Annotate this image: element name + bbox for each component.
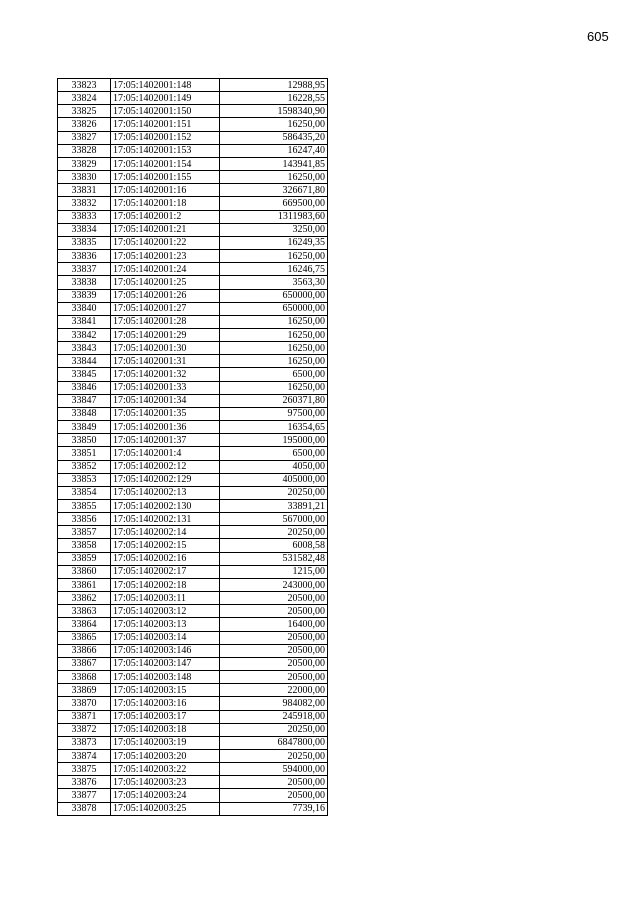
row-number-cell: 33859 <box>58 552 111 565</box>
cadastral-number-cell: 17:05:1402002:15 <box>111 539 220 552</box>
row-number-cell: 33845 <box>58 368 111 381</box>
cadastral-value-cell: 20500,00 <box>220 592 328 605</box>
row-number-cell: 33844 <box>58 355 111 368</box>
cadastral-value-cell: 20500,00 <box>220 671 328 684</box>
cadastral-value-cell: 16249,35 <box>220 236 328 249</box>
cadastral-value-cell: 16250,00 <box>220 342 328 355</box>
row-number-cell: 33849 <box>58 421 111 434</box>
table-row <box>58 578 328 591</box>
table-row <box>58 736 328 749</box>
cadastral-value-cell: 650000,00 <box>220 302 328 315</box>
cadastral-value-cell: 20250,00 <box>220 526 328 539</box>
row-number-cell: 33826 <box>58 118 111 131</box>
row-number-cell: 33862 <box>58 592 111 605</box>
cadastral-number-cell: 17:05:1402003:146 <box>111 644 220 657</box>
table-row <box>58 421 328 434</box>
cadastral-value-cell: 669500,00 <box>220 197 328 210</box>
row-number-cell: 33863 <box>58 605 111 618</box>
cadastral-number-cell: 17:05:1402003:11 <box>111 592 220 605</box>
table-row <box>58 592 328 605</box>
table-row <box>58 605 328 618</box>
cadastral-value-cell: 6008,58 <box>220 539 328 552</box>
row-number-cell: 33839 <box>58 289 111 302</box>
cadastral-number-cell: 17:05:1402001:32 <box>111 368 220 381</box>
table-row <box>58 223 328 236</box>
cadastral-number-cell: 17:05:1402001:30 <box>111 342 220 355</box>
row-number-cell: 33846 <box>58 381 111 394</box>
cadastral-value-cell: 984082,00 <box>220 697 328 710</box>
cadastral-value-cell: 20500,00 <box>220 644 328 657</box>
table-row <box>58 473 328 486</box>
table-row <box>58 302 328 315</box>
cadastral-number-cell: 17:05:1402001:148 <box>111 79 220 92</box>
cadastral-value-cell: 16250,00 <box>220 171 328 184</box>
cadastral-value-cell: 195000,00 <box>220 434 328 447</box>
table-row <box>58 552 328 565</box>
cadastral-value-cell: 6500,00 <box>220 368 328 381</box>
cadastral-number-cell: 17:05:1402001:2 <box>111 210 220 223</box>
row-number-cell: 33870 <box>58 697 111 710</box>
row-number-cell: 33878 <box>58 802 111 815</box>
row-number-cell: 33851 <box>58 447 111 460</box>
cadastral-value-cell: 16228,55 <box>220 92 328 105</box>
row-number-cell: 33872 <box>58 723 111 736</box>
cadastral-number-cell: 17:05:1402003:17 <box>111 710 220 723</box>
table-row <box>58 697 328 710</box>
row-number-cell: 33874 <box>58 749 111 762</box>
cadastral-value-cell: 531582,48 <box>220 552 328 565</box>
row-number-cell: 33841 <box>58 315 111 328</box>
cadastral-value-cell: 1311983,60 <box>220 210 328 223</box>
cadastral-value-cell: 6500,00 <box>220 447 328 460</box>
row-number-cell: 33856 <box>58 513 111 526</box>
table-row <box>58 447 328 460</box>
table-row <box>58 684 328 697</box>
cadastral-value-cell: 4050,00 <box>220 460 328 473</box>
cadastral-value-cell: 16354,65 <box>220 421 328 434</box>
table-row <box>58 513 328 526</box>
cadastral-value-cell: 20250,00 <box>220 723 328 736</box>
cadastral-value-cell: 6847800,00 <box>220 736 328 749</box>
row-number-cell: 33825 <box>58 105 111 118</box>
row-number-cell: 33834 <box>58 223 111 236</box>
row-number-cell: 33871 <box>58 710 111 723</box>
cadastral-value-cell: 7739,16 <box>220 802 328 815</box>
cadastral-number-cell: 17:05:1402002:12 <box>111 460 220 473</box>
cadastral-value-cell: 33891,21 <box>220 500 328 513</box>
table-row <box>58 236 328 249</box>
table-row <box>58 539 328 552</box>
cadastral-number-cell: 17:05:1402003:148 <box>111 671 220 684</box>
cadastral-value-cell: 243000,00 <box>220 578 328 591</box>
table-row <box>58 723 328 736</box>
table-row <box>58 500 328 513</box>
cadastral-number-cell: 17:05:1402003:15 <box>111 684 220 697</box>
row-number-cell: 33824 <box>58 92 111 105</box>
cadastral-number-cell: 17:05:1402001:16 <box>111 184 220 197</box>
cadastral-value-cell: 16250,00 <box>220 381 328 394</box>
cadastral-value-cell: 20500,00 <box>220 631 328 644</box>
cadastral-value-cell: 20500,00 <box>220 657 328 670</box>
table-row <box>58 618 328 631</box>
cadastral-value-cell: 20500,00 <box>220 605 328 618</box>
cadastral-value-cell: 12988,95 <box>220 79 328 92</box>
row-number-cell: 33848 <box>58 407 111 420</box>
cadastral-number-cell: 17:05:1402003:18 <box>111 723 220 736</box>
table-row <box>58 355 328 368</box>
row-number-cell: 33864 <box>58 618 111 631</box>
row-number-cell: 33840 <box>58 302 111 315</box>
cadastral-number-cell: 17:05:1402001:4 <box>111 447 220 460</box>
row-number-cell: 33842 <box>58 328 111 341</box>
cadastral-number-cell: 17:05:1402002:17 <box>111 565 220 578</box>
cadastral-value-cell: 16250,00 <box>220 118 328 131</box>
table-row <box>58 144 328 157</box>
cadastral-value-cell: 20500,00 <box>220 789 328 802</box>
row-number-cell: 33852 <box>58 460 111 473</box>
table-row <box>58 486 328 499</box>
row-number-cell: 33875 <box>58 763 111 776</box>
cadastral-value-cell: 326671,80 <box>220 184 328 197</box>
table-row <box>58 105 328 118</box>
table-row <box>58 460 328 473</box>
cadastral-number-cell: 17:05:1402001:29 <box>111 328 220 341</box>
table-row <box>58 789 328 802</box>
table-row <box>58 763 328 776</box>
cadastral-number-cell: 17:05:1402002:13 <box>111 486 220 499</box>
table-row <box>58 381 328 394</box>
cadastral-number-cell: 17:05:1402003:16 <box>111 697 220 710</box>
table-row <box>58 776 328 789</box>
table-row <box>58 210 328 223</box>
cadastral-number-cell: 17:05:1402003:20 <box>111 749 220 762</box>
table-row <box>58 671 328 684</box>
row-number-cell: 33827 <box>58 131 111 144</box>
cadastral-value-cell: 594000,00 <box>220 763 328 776</box>
cadastral-number-cell: 17:05:1402003:22 <box>111 763 220 776</box>
cadastral-value-cell: 143941,85 <box>220 157 328 170</box>
cadastral-number-cell: 17:05:1402001:24 <box>111 263 220 276</box>
row-number-cell: 33869 <box>58 684 111 697</box>
cadastral-number-cell: 17:05:1402001:149 <box>111 92 220 105</box>
row-number-cell: 33835 <box>58 236 111 249</box>
row-number-cell: 33867 <box>58 657 111 670</box>
cadastral-value-cell: 3250,00 <box>220 223 328 236</box>
cadastral-value-cell: 22000,00 <box>220 684 328 697</box>
cadastral-number-cell: 17:05:1402001:26 <box>111 289 220 302</box>
row-number-cell: 33831 <box>58 184 111 197</box>
row-number-cell: 33833 <box>58 210 111 223</box>
cadastral-number-cell: 17:05:1402001:27 <box>111 302 220 315</box>
cadastral-number-cell: 17:05:1402001:36 <box>111 421 220 434</box>
table-row <box>58 434 328 447</box>
cadastral-value-cell: 16250,00 <box>220 355 328 368</box>
page-number: 605 <box>587 29 609 44</box>
table-row <box>58 131 328 144</box>
table-row <box>58 631 328 644</box>
cadastral-number-cell: 17:05:1402001:28 <box>111 315 220 328</box>
cadastral-value-cell: 650000,00 <box>220 289 328 302</box>
cadastral-number-cell: 17:05:1402003:13 <box>111 618 220 631</box>
table-row <box>58 250 328 263</box>
cadastral-number-cell: 17:05:1402003:19 <box>111 736 220 749</box>
row-number-cell: 33876 <box>58 776 111 789</box>
cadastral-number-cell: 17:05:1402003:14 <box>111 631 220 644</box>
row-number-cell: 33858 <box>58 539 111 552</box>
table-row <box>58 171 328 184</box>
cadastral-value-cell: 567000,00 <box>220 513 328 526</box>
row-number-cell: 33823 <box>58 79 111 92</box>
table-row <box>58 526 328 539</box>
cadastral-number-cell: 17:05:1402001:31 <box>111 355 220 368</box>
cadastral-value-cell: 16250,00 <box>220 250 328 263</box>
cadastral-number-cell: 17:05:1402001:35 <box>111 407 220 420</box>
table-row <box>58 644 328 657</box>
table-row <box>58 657 328 670</box>
table-row <box>58 92 328 105</box>
table-row <box>58 368 328 381</box>
cadastral-value-cell: 20500,00 <box>220 776 328 789</box>
row-number-cell: 33854 <box>58 486 111 499</box>
table-row <box>58 565 328 578</box>
cadastral-number-cell: 17:05:1402002:18 <box>111 578 220 591</box>
table-row <box>58 118 328 131</box>
table-row <box>58 289 328 302</box>
cadastral-value-cell: 260371,80 <box>220 394 328 407</box>
cadastral-value-cell: 245918,00 <box>220 710 328 723</box>
cadastral-number-cell: 17:05:1402002:14 <box>111 526 220 539</box>
cadastral-number-cell: 17:05:1402002:131 <box>111 513 220 526</box>
row-number-cell: 33868 <box>58 671 111 684</box>
row-number-cell: 33832 <box>58 197 111 210</box>
row-number-cell: 33843 <box>58 342 111 355</box>
cadastral-number-cell: 17:05:1402001:153 <box>111 144 220 157</box>
cadastral-value-cell: 1598340,90 <box>220 105 328 118</box>
cadastral-number-cell: 17:05:1402003:12 <box>111 605 220 618</box>
cadastral-number-cell: 17:05:1402002:16 <box>111 552 220 565</box>
table-row <box>58 157 328 170</box>
table-row <box>58 79 328 92</box>
cadastral-value-cell: 16400,00 <box>220 618 328 631</box>
row-number-cell: 33857 <box>58 526 111 539</box>
row-number-cell: 33873 <box>58 736 111 749</box>
table-row <box>58 407 328 420</box>
table-row <box>58 276 328 289</box>
cadastral-number-cell: 17:05:1402001:33 <box>111 381 220 394</box>
row-number-cell: 33861 <box>58 578 111 591</box>
cadastral-number-cell: 17:05:1402001:18 <box>111 197 220 210</box>
table-row <box>58 342 328 355</box>
cadastral-value-cell: 3563,30 <box>220 276 328 289</box>
row-number-cell: 33855 <box>58 500 111 513</box>
row-number-cell: 33829 <box>58 157 111 170</box>
cadastral-number-cell: 17:05:1402001:34 <box>111 394 220 407</box>
cadastral-number-cell: 17:05:1402002:130 <box>111 500 220 513</box>
table-row <box>58 315 328 328</box>
table-row <box>58 197 328 210</box>
cadastral-number-cell: 17:05:1402001:25 <box>111 276 220 289</box>
cadastral-value-table <box>57 78 328 816</box>
row-number-cell: 33853 <box>58 473 111 486</box>
cadastral-value-cell: 20250,00 <box>220 486 328 499</box>
table-row <box>58 328 328 341</box>
row-number-cell: 33866 <box>58 644 111 657</box>
row-number-cell: 33877 <box>58 789 111 802</box>
cadastral-number-cell: 17:05:1402003:23 <box>111 776 220 789</box>
row-number-cell: 33836 <box>58 250 111 263</box>
cadastral-value-cell: 20250,00 <box>220 749 328 762</box>
cadastral-number-cell: 17:05:1402001:21 <box>111 223 220 236</box>
cadastral-number-cell: 17:05:1402001:155 <box>111 171 220 184</box>
cadastral-number-cell: 17:05:1402003:147 <box>111 657 220 670</box>
cadastral-number-cell: 17:05:1402003:24 <box>111 789 220 802</box>
table-row <box>58 263 328 276</box>
cadastral-number-cell: 17:05:1402001:22 <box>111 236 220 249</box>
row-number-cell: 33865 <box>58 631 111 644</box>
row-number-cell: 33828 <box>58 144 111 157</box>
cadastral-number-cell: 17:05:1402001:37 <box>111 434 220 447</box>
row-number-cell: 33830 <box>58 171 111 184</box>
table-body <box>58 79 328 816</box>
row-number-cell: 33838 <box>58 276 111 289</box>
row-number-cell: 33847 <box>58 394 111 407</box>
cadastral-number-cell: 17:05:1402001:23 <box>111 250 220 263</box>
cadastral-value-cell: 405000,00 <box>220 473 328 486</box>
row-number-cell: 33860 <box>58 565 111 578</box>
table-row <box>58 710 328 723</box>
table-row <box>58 802 328 815</box>
cadastral-value-cell: 97500,00 <box>220 407 328 420</box>
cadastral-value-cell: 16246,75 <box>220 263 328 276</box>
cadastral-number-cell: 17:05:1402001:152 <box>111 131 220 144</box>
cadastral-value-cell: 16247,40 <box>220 144 328 157</box>
cadastral-value-cell: 1215,00 <box>220 565 328 578</box>
table-row <box>58 749 328 762</box>
row-number-cell: 33837 <box>58 263 111 276</box>
cadastral-number-cell: 17:05:1402003:25 <box>111 802 220 815</box>
cadastral-number-cell: 17:05:1402001:150 <box>111 105 220 118</box>
row-number-cell: 33850 <box>58 434 111 447</box>
cadastral-value-cell: 16250,00 <box>220 315 328 328</box>
table-row <box>58 394 328 407</box>
cadastral-number-cell: 17:05:1402001:154 <box>111 157 220 170</box>
cadastral-number-cell: 17:05:1402001:151 <box>111 118 220 131</box>
cadastral-number-cell: 17:05:1402002:129 <box>111 473 220 486</box>
cadastral-value-cell: 16250,00 <box>220 328 328 341</box>
cadastral-value-cell: 586435,20 <box>220 131 328 144</box>
table-row <box>58 184 328 197</box>
